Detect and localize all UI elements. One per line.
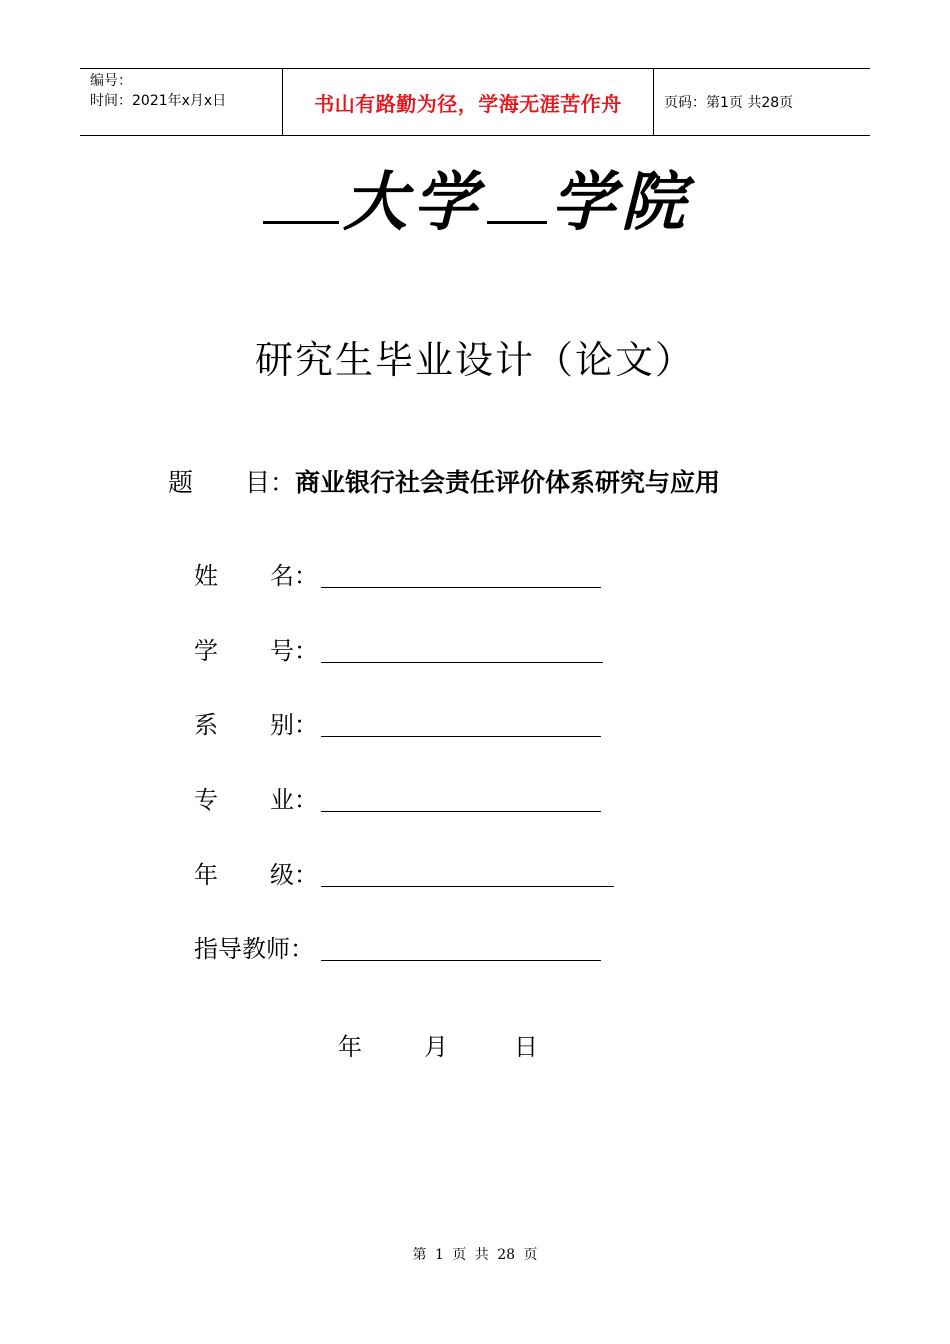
grade-input-line[interactable] (321, 886, 614, 887)
field-label-char2: 别： (270, 711, 318, 739)
document-number-label: 编号： (90, 73, 132, 89)
advisor-input-line[interactable] (321, 960, 601, 961)
topic-row (168, 465, 720, 501)
field-student-id (194, 634, 318, 668)
student-id-input-line[interactable] (321, 662, 603, 663)
date-day: 日 (514, 1033, 538, 1061)
thesis-heading: 研究生毕业设计（论文） (254, 338, 695, 382)
topic-label-char1: 题 (168, 468, 194, 497)
field-grade (194, 858, 318, 892)
topic-value: 商业银行社会责任评价体系研究与应用 (295, 468, 721, 497)
university-blank (263, 221, 339, 224)
name-input-line[interactable] (321, 587, 601, 588)
field-label-char1: 姓 (194, 562, 218, 590)
field-advisor (194, 932, 314, 966)
field-label-char1: 年 (194, 861, 218, 889)
field-label-char1: 学 (194, 637, 218, 665)
document-time: 时间：2021年x月x日 (90, 93, 227, 109)
field-label-char2: 名： (270, 562, 318, 590)
field-label-char2: 号： (270, 637, 318, 665)
university-college-title (0, 158, 950, 248)
major-input-line[interactable] (321, 811, 601, 812)
department-input-line[interactable] (321, 736, 601, 737)
field-name (194, 559, 318, 593)
advisor-label: 指导教师： (194, 935, 314, 963)
date-year: 年 (338, 1033, 362, 1061)
date-row (338, 1030, 538, 1064)
page-footer: 第 1 页 共 28 页 (412, 1247, 538, 1263)
university-text: 大学 (343, 165, 483, 240)
field-label-char1: 专 (194, 786, 218, 814)
field-department (194, 708, 318, 742)
topic-label-char2: 目： (245, 468, 296, 497)
field-major (194, 783, 318, 817)
header-meta (80, 69, 282, 135)
date-month: 月 (424, 1033, 448, 1061)
college-text: 学院 (551, 165, 691, 240)
page-header (80, 68, 870, 136)
header-page-info: 页码：第1页 共28页 (664, 95, 794, 111)
field-label-char1: 系 (194, 711, 218, 739)
header-motto: 书山有路勤为径，学海无涯苦作舟 (282, 69, 654, 135)
college-blank (487, 221, 547, 224)
field-label-char2: 业： (270, 786, 318, 814)
field-label-char2: 级： (270, 861, 318, 889)
